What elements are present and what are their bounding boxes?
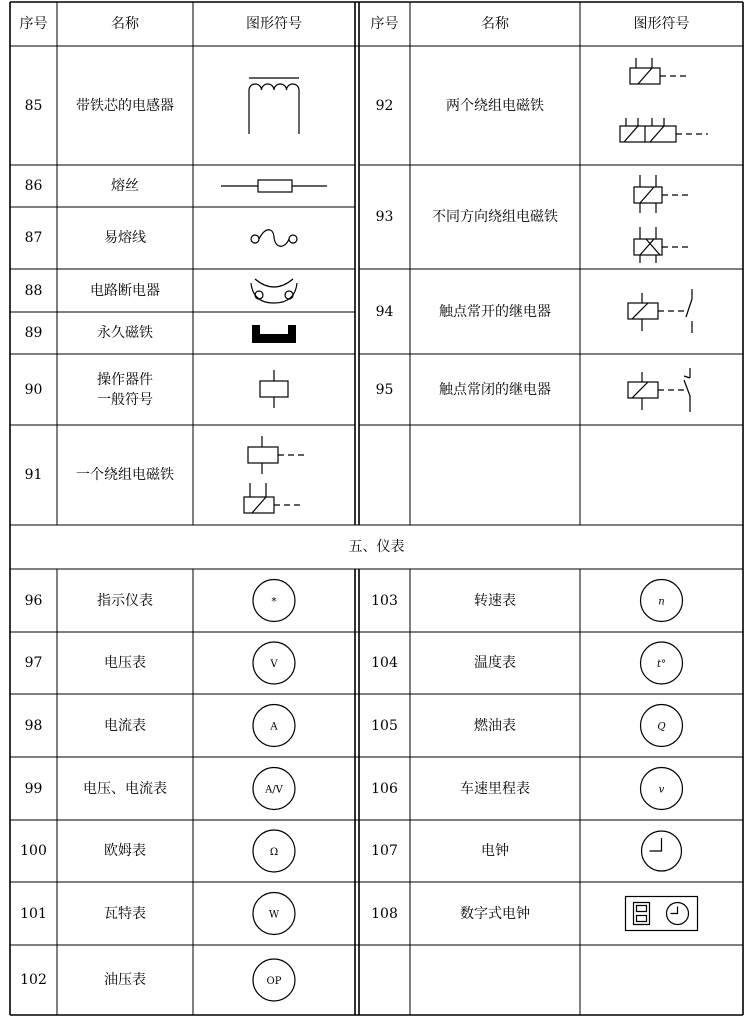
row-name: 触点常开的继电器 (439, 303, 551, 320)
meter-4-icon (193, 820, 355, 882)
row-no: 108 (371, 905, 398, 922)
row-no: 96 (24, 592, 43, 609)
meter-8-icon (580, 632, 743, 694)
row-name: 电路断电器 (90, 282, 160, 299)
row-no: 87 (24, 230, 43, 246)
single-winding-electromagnet-icon (193, 425, 355, 525)
header-no-left: 序号 (19, 16, 48, 32)
meter-mark: A (270, 721, 278, 733)
row-name: 数字式电钟 (460, 905, 530, 922)
row-name-line1: 操作器件 (97, 371, 153, 388)
row-no: 106 (371, 780, 398, 797)
row-no: 92 (375, 97, 394, 114)
row-no: 98 (24, 717, 43, 734)
operating-device-icon (193, 354, 355, 425)
meter-0-icon (193, 569, 355, 632)
fusible-link-icon (193, 207, 355, 269)
row-no: 95 (375, 381, 394, 398)
row-no: 105 (371, 717, 398, 734)
meter-mark: Q (657, 721, 666, 733)
meter-mark: OP (266, 976, 282, 987)
meter-mark: A/V (265, 784, 283, 796)
section-title: 五、仪表 (348, 539, 405, 555)
clock-icon (580, 820, 743, 882)
meter-10-icon (580, 757, 743, 820)
meter-mark: Ω (269, 847, 279, 858)
opposite-winding-electromagnet-icon (580, 165, 743, 269)
header-name-left: 名称 (111, 16, 139, 32)
two-winding-electromagnet-icon (580, 46, 743, 165)
meter-5-icon (193, 882, 355, 945)
row-name: 电钟 (481, 843, 509, 859)
meter-2-icon (193, 694, 355, 757)
row-name: 燃油表 (474, 717, 516, 734)
digital-clock-icon (580, 882, 743, 945)
meter-9-icon (580, 694, 743, 757)
row-name: 指示仪表 (97, 592, 153, 609)
meter-mark: n (658, 596, 665, 608)
row-no: 103 (371, 592, 398, 609)
row-name: 电压表 (104, 655, 146, 671)
row-no: 104 (371, 655, 398, 671)
row-name: 熔丝 (111, 178, 139, 194)
row-no: 93 (375, 209, 394, 225)
header-symbol-right: 图形符号 (633, 16, 690, 32)
row-no: 85 (24, 97, 43, 114)
relay-normally-closed-icon (580, 354, 743, 425)
row-name: 一个绕组电磁铁 (76, 467, 174, 483)
row-no: 99 (24, 780, 43, 797)
row-name (57, 354, 193, 425)
row-no: 86 (24, 178, 43, 194)
meter-mark: * (271, 596, 277, 608)
row-name: 车速里程表 (460, 780, 530, 797)
meter-3-icon (193, 757, 355, 820)
row-name: 不同方向绕组电磁铁 (432, 209, 558, 225)
meter-7-icon (580, 569, 743, 632)
row-name: 瓦特表 (104, 905, 146, 922)
meter-1-icon (193, 632, 355, 694)
row-name: 易熔线 (104, 230, 146, 246)
row-name: 温度表 (474, 655, 516, 671)
row-no: 101 (20, 905, 47, 922)
relay-normally-open-icon (580, 269, 743, 354)
row-name: 电流表 (104, 717, 146, 734)
meter-6-icon (193, 945, 355, 1015)
header-symbol-left: 图形符号 (246, 16, 302, 32)
row-no: 88 (24, 282, 43, 299)
permanent-magnet-icon (193, 312, 355, 354)
meter-mark: t° (656, 659, 667, 670)
row-no: 94 (375, 303, 394, 320)
row-name: 油压表 (104, 972, 146, 988)
row-no: 107 (371, 843, 398, 859)
circuit-breaker-icon (193, 269, 355, 312)
inductor-iron-core-icon (193, 46, 355, 165)
row-name-line2: 一般符号 (97, 391, 153, 408)
row-no: 90 (24, 381, 43, 398)
row-name: 转速表 (474, 592, 516, 609)
fuse-icon (193, 165, 355, 207)
row-no: 91 (24, 467, 43, 483)
meter-mark: v (658, 784, 665, 796)
row-name: 带铁芯的电感器 (76, 97, 174, 114)
header-name-right: 名称 (481, 16, 509, 32)
row-no: 97 (24, 655, 43, 671)
row-no: 100 (20, 843, 47, 859)
row-no: 89 (24, 325, 43, 341)
header-no-right: 序号 (370, 16, 399, 32)
row-name: 欧姆表 (104, 843, 146, 859)
meter-mark: V (270, 659, 278, 670)
row-name: 电压、电流表 (83, 780, 167, 797)
row-name: 触点常闭的继电器 (439, 381, 551, 398)
row-name: 永久磁铁 (97, 325, 153, 341)
row-name: 两个绕组电磁铁 (446, 97, 544, 114)
meter-mark: W (268, 909, 280, 921)
row-no: 102 (20, 972, 47, 988)
